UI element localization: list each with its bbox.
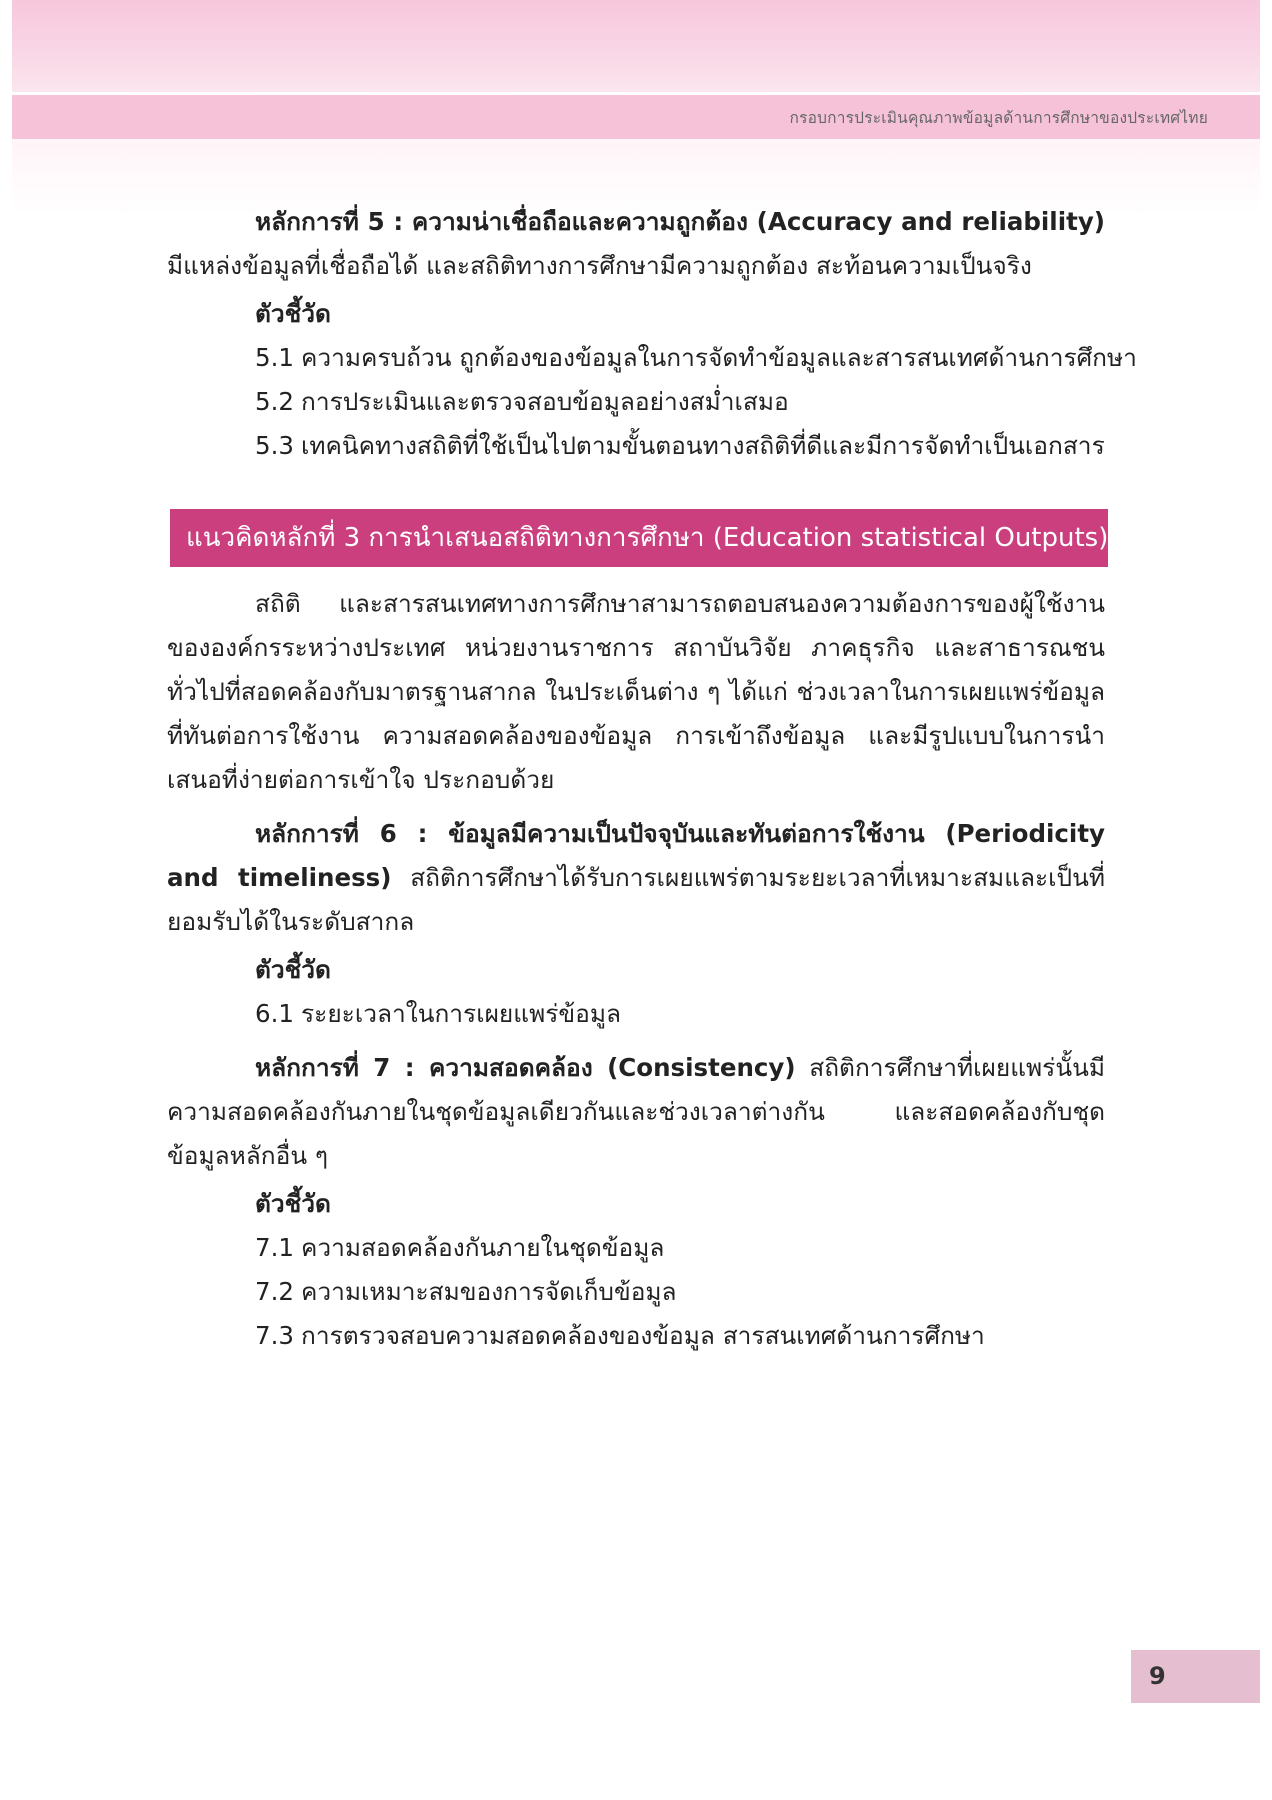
- principle-5-heading: หลักการที่ 5 : ความน่าเชื่อถือและความถูกต้อง (Accuracy and reliability): [255, 207, 1105, 236]
- principle-5-body: มีแหล่งข้อมูลที่เชื่อถือได้ และสถิติทางการศึกษามีความถูกต้อง สะท้อนความเป็นจริง: [167, 251, 1032, 280]
- indicator-number: 5.2: [255, 387, 294, 416]
- indicator-item: [167, 992, 1105, 1036]
- indicator-text: การตรวจสอบความสอดคล้องของข้อมูล สารสนเทศด้านการศึกษา: [301, 1321, 985, 1350]
- indicator-item: [167, 1270, 1105, 1314]
- indicator-number: 5.3: [255, 431, 294, 460]
- indicator-number: 5.1: [255, 343, 294, 372]
- indicator-number: 6.1: [255, 999, 294, 1028]
- principle-7-heading: หลักการที่ 7 : ความสอดคล้อง (Consistency): [255, 1053, 796, 1082]
- indicator-text: ความเหมาะสมของการจัดเก็บข้อมูล: [301, 1277, 677, 1306]
- indicator-text: ความครบถ้วน ถูกต้องของข้อมูลในการจัดทำข้อมูลและสารสนเทศด้านการศึกษา: [301, 343, 1137, 372]
- indicator-text: เทคนิคทางสถิติที่ใช้เป็นไปตามขั้นตอนทางสถิติที่ดีและมีการจัดทำเป็นเอกสาร: [301, 431, 1105, 460]
- principle-6-paragraph: [167, 812, 1105, 944]
- indicator-text: การประเมินและตรวจสอบข้อมูลอย่างสม่ำเสมอ: [301, 387, 789, 416]
- principle-6-body: สถิติการศึกษาได้รับการเผยแพร่ตามระยะเวลาที่เหมาะสมและเป็นที่ยอมรับได้ในระดับสากล: [167, 863, 1105, 936]
- page-content: [167, 200, 1137, 1358]
- indicator-number: 7.2: [255, 1277, 294, 1306]
- principle-7-body: สถิติการศึกษาที่เผยแพร่นั้นมีความสอดคล้องกันภายในชุดข้อมูลเดียวกันและช่วงเวลาต่างกัน และสอดคล้องกับชุดข้อมูลหลักอื่น ๆ: [167, 1053, 1105, 1170]
- principle-7-paragraph: [167, 1046, 1105, 1178]
- indicator-item: [167, 336, 1137, 380]
- indicator-item: [167, 1314, 1105, 1358]
- principle-5-indicator-label: ตัวชี้วัด: [255, 299, 331, 328]
- running-header-title: กรอบการประเมินคุณภาพข้อมูลด้านการศึกษาของประเทศไทย: [789, 109, 1208, 127]
- section-3-banner: แนวคิดหลักที่ 3 การนำเสนอสถิติทางการศึกษา (Education statistical Outputs): [170, 509, 1108, 567]
- principle-7-indicator-label: ตัวชี้วัด: [255, 1189, 331, 1218]
- section-3-intro: สถิติ และสารสนเทศทางการศึกษาสามารถตอบสนองความต้องการของผู้ใช้งานขององค์กรระหว่างประเทศ หน่วยงานราชการ สถาบันวิจัย ภาคธุรกิจ และสาธารณชนทั่วไปที่สอดคล้องกับมาตรฐานสากล ในประเด็นต่าง ๆ ได้แก่ ช่วงเวลาในการเผยแพร่ข้อมูลที่ทันต่อการใช้งาน ความสอดคล้องของข้อมูล การเข้าถึงข้อมูล และมีรูปแบบในการนำเสนอที่ง่ายต่อการเข้าใจ ประกอบด้วย: [167, 589, 1105, 794]
- indicator-item: [167, 1226, 1105, 1270]
- indicator-item: [167, 380, 1105, 424]
- indicator-text: ความสอดคล้องกันภายในชุดข้อมูล: [301, 1233, 665, 1262]
- indicator-item: [167, 424, 1105, 468]
- indicator-number: 7.1: [255, 1233, 294, 1262]
- principle-5-paragraph: [167, 200, 1105, 288]
- indicator-text: ระยะเวลาในการเผยแพร่ข้อมูล: [301, 999, 622, 1028]
- running-header: [12, 95, 1260, 139]
- indicator-number: 7.3: [255, 1321, 294, 1350]
- principle-6-indicator-label: ตัวชี้วัด: [255, 955, 331, 984]
- page-number: 9: [1131, 1650, 1260, 1703]
- principle-6-heading: หลักการที่ 6 : ข้อมูลมีความเป็นปัจจุบันและทันต่อการใช้งาน (Periodicity and timeliness): [167, 819, 1105, 892]
